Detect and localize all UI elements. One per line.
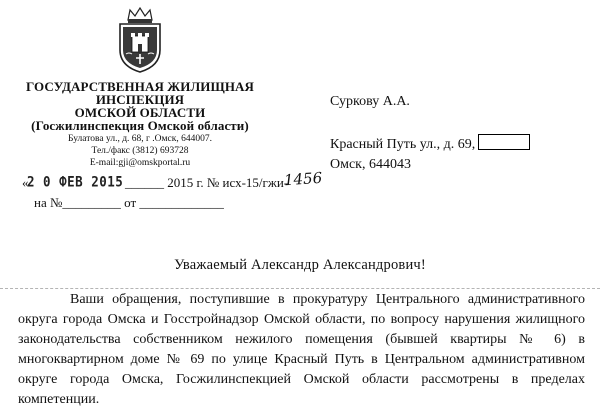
omsk-region-emblem [114,6,166,74]
scan-artifact-line [0,288,600,289]
issuer-name-line3: ОМСКОЙ ОБЛАСТИ [74,105,206,120]
issuer-short-name: (Госжилинспекция Омской области) [31,118,249,133]
recipient-name: Суркову А.А. [330,94,410,109]
issuer-name-line1: ГОСУДАРСТВЕННАЯ ЖИЛИЩНАЯ [25,79,255,94]
issuer-name-line2: ИНСПЕКЦИЯ [95,92,185,107]
recipient-block [330,92,530,175]
issuer-block [0,80,280,169]
issuer-contacts [0,133,280,169]
date-stamp: 2 0 ФЕВ 2015 [27,172,124,191]
handwritten-number: 1456 [283,168,323,190]
outgoing-quote: « [22,175,29,190]
recipient-street-line [330,134,530,155]
recipient-street: Красный Путь ул., д. 69, [330,137,476,152]
outgoing-line-2: на №_________ от _____________ [34,195,224,210]
redaction-box [478,134,530,150]
salutation: Уважаемый Александр Александрович! [174,257,426,273]
issuer-address: Булатова ул., д. 68, г .Омск, 644007. [68,134,212,144]
issuer-email: E-mail:gji@omskportal.ru [89,158,191,168]
letter-body: Ваши обращения, поступившие в прокуратуру Центрального административного округа города Омска и Госстройнадзор Омской области, по вопросу нарушения жилищного законодательства собственником нежилого помещения (бывшей квартиры № 6) в многоквартирном доме № 69 по улице Красный Путь в Центральном административном округе города Омска, Госжилинспекцией Омской области рассмотрены в пределах компетенции. [18,292,585,407]
issuer-phone: Тел./факс (3812) 693728 [91,146,189,156]
outgoing-number-text: ______ 2015 г. № исх-15/гжи- [125,175,289,190]
recipient-city: Омск, 644043 [330,157,411,172]
